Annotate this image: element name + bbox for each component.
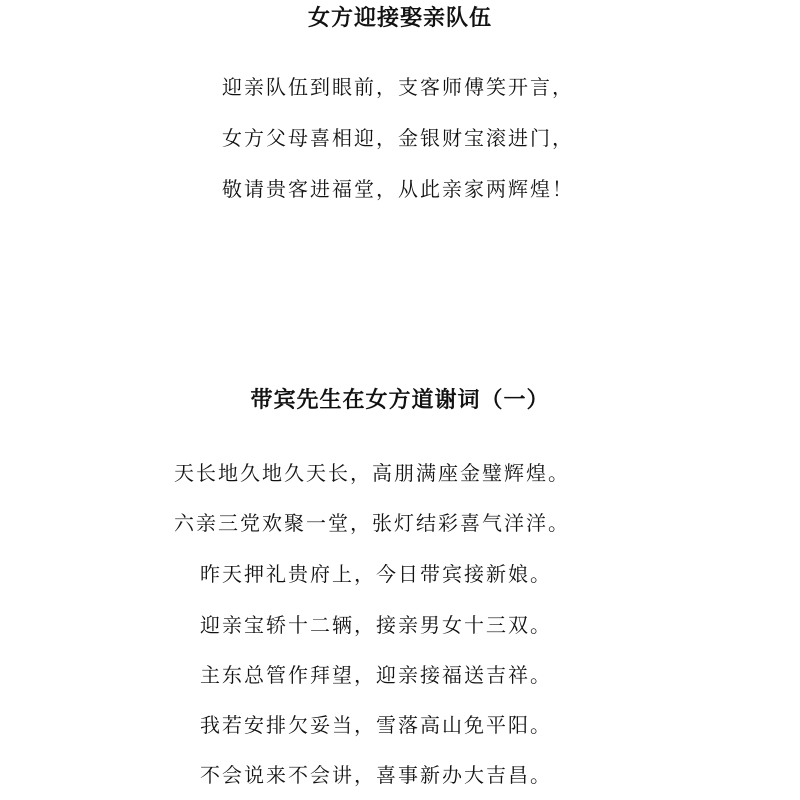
poem-line: 六亲三党欢聚一堂，张灯结彩喜气洋洋。 [174, 511, 570, 535]
section-title-welcome-procession: 女方迎接娶亲队伍 [307, 6, 492, 31]
poem-line: 主东总管作拜望，迎亲接福送吉祥。 [200, 663, 552, 687]
poem-line: 迎亲宝轿十二辆，接亲男女十三双。 [200, 613, 552, 637]
poem-line: 天长地久地久天长，高朋满座金璧辉煌。 [174, 461, 570, 485]
poem-line: 昨天押礼贵府上，今日带宾接新娘。 [200, 562, 552, 586]
poem-line: 迎亲队伍到眼前，支客师傅笑开言， [222, 75, 574, 99]
poem-line: 不会说来不会讲，喜事新办大吉昌。 [200, 763, 552, 787]
poem-line: 女方父母喜相迎，金银财宝滚进门， [222, 126, 574, 150]
section-title-thanks-speech: 带宾先生在女方道谢词（一） [250, 388, 550, 413]
poem-line: 敬请贵客进福堂，从此亲家两辉煌！ [222, 177, 574, 201]
poem-line: 我若安排欠妥当，雪落高山免平阳。 [200, 713, 552, 737]
